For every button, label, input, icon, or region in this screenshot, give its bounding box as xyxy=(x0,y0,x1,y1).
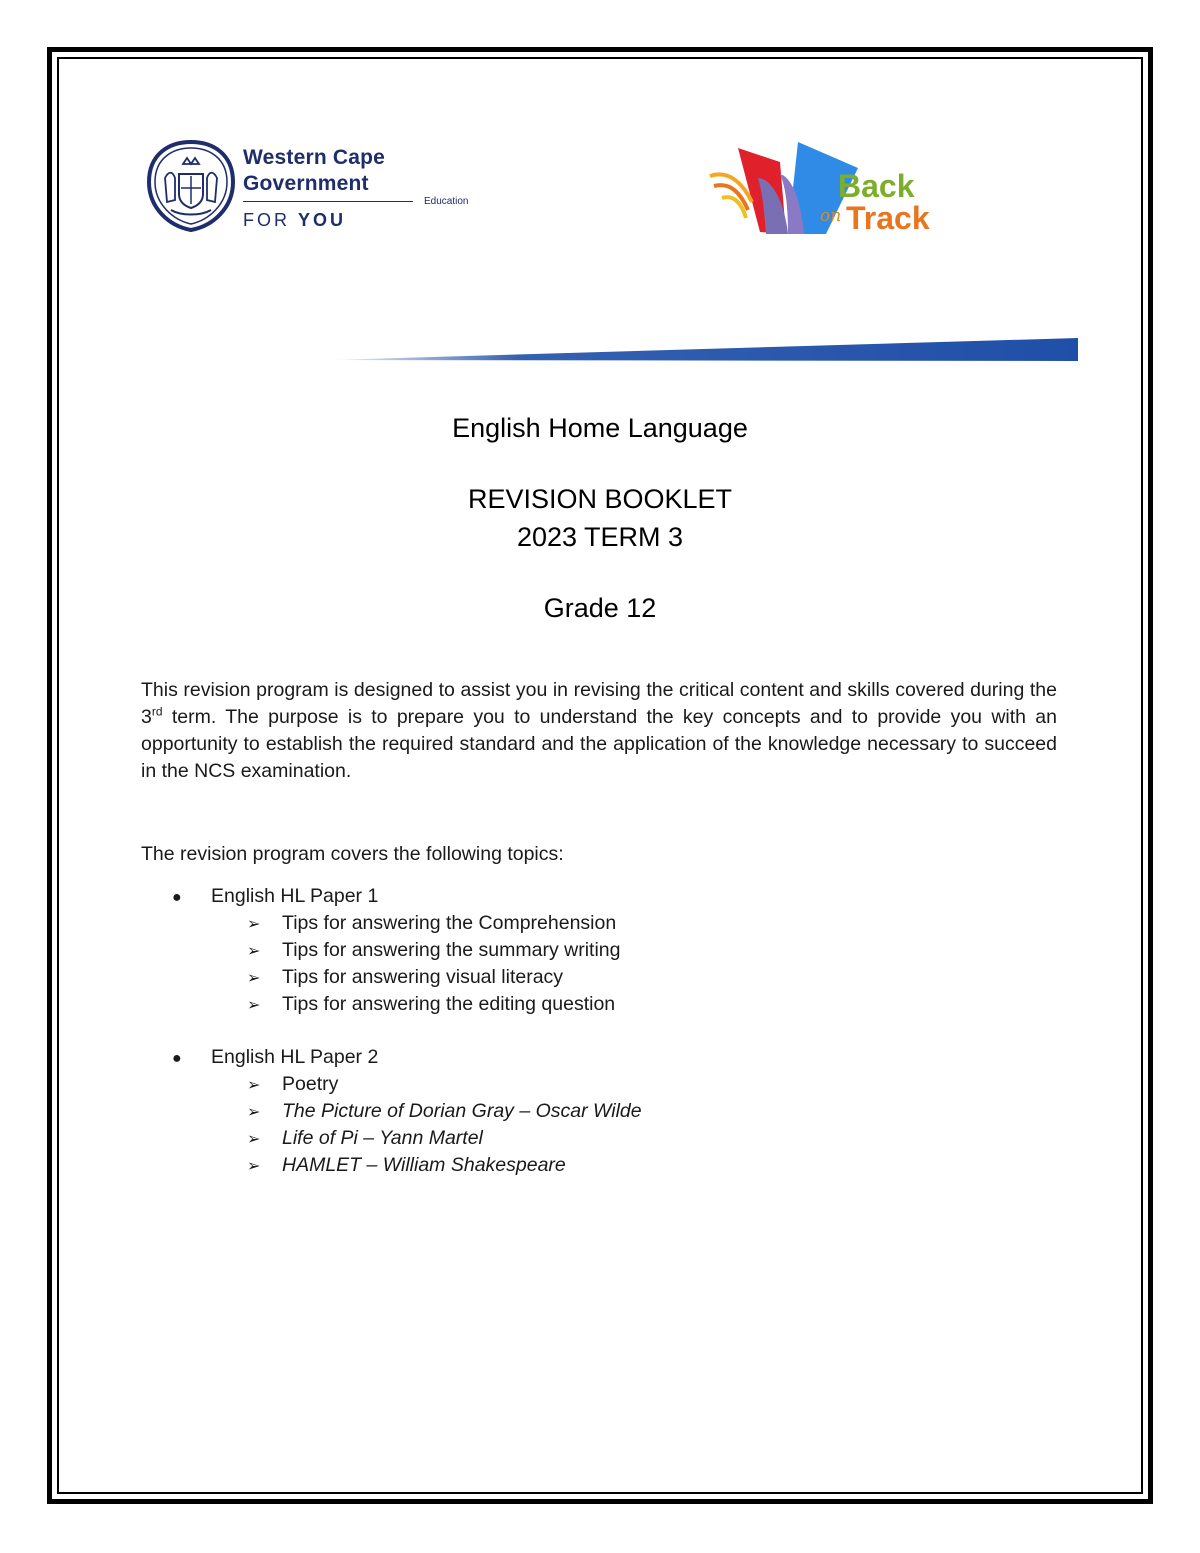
list-item: ➢ Tips for answering the editing question xyxy=(247,993,616,1015)
wcg-tagline-bold: YOU xyxy=(298,210,347,230)
topics-heading: The revision program covers the following topics: xyxy=(141,843,564,865)
arrow-bullet-icon: ➢ xyxy=(247,970,261,987)
arrow-bullet-icon: ➢ xyxy=(247,916,261,933)
bullet-icon: ● xyxy=(172,1050,182,1067)
intro-text-1: This revision program is designed to assist you in revising the critical content and skills covered during the 3 xyxy=(141,679,1057,728)
list-item: ➢ Tips for answering visual literacy xyxy=(247,966,564,988)
list-item: ➢ The Picture of Dorian Gray – Oscar Wilde xyxy=(247,1100,642,1122)
wcg-divider xyxy=(243,201,413,202)
arrow-bullet-icon: ➢ xyxy=(247,1131,261,1148)
wcg-name-line2: Government xyxy=(243,172,369,195)
subject-title: English Home Language xyxy=(452,413,748,443)
booklet-title: REVISION BOOKLET xyxy=(467,484,733,514)
list-item: ➢ Tips for answering the Comprehension xyxy=(247,912,617,934)
grade-title: Grade 12 xyxy=(543,593,657,623)
header-swoosh-divider xyxy=(330,336,1080,362)
paper-label: English HL Paper 1 xyxy=(211,885,379,907)
arrow-bullet-icon: ➢ xyxy=(247,997,261,1014)
intro-text-2: term. The purpose is to prepare you to understand the key concepts and to provide you with an opportunity to establish the required standard and the application of the knowledge necessary to succeed in the NCS examination. xyxy=(141,706,1057,782)
wcg-tagline xyxy=(243,210,346,231)
bullet-icon: ● xyxy=(172,889,182,906)
paper-label: English HL Paper 2 xyxy=(211,1046,379,1068)
intro-paragraph xyxy=(141,677,1057,785)
list-item-paper-1 xyxy=(172,885,378,908)
list-item: ➢ Poetry xyxy=(247,1073,339,1095)
wcg-department: Education xyxy=(424,196,469,207)
arrow-bullet-icon: ➢ xyxy=(247,1104,261,1121)
coat-of-arms-icon xyxy=(143,138,239,234)
arrow-bullet-icon: ➢ xyxy=(247,943,261,960)
list-item: ➢ Tips for answering the summary writing xyxy=(247,939,621,961)
list-item: ➢ Life of Pi – Yann Martel xyxy=(247,1127,483,1149)
arrow-bullet-icon: ➢ xyxy=(247,1158,261,1175)
logo-word-on: on xyxy=(820,206,842,226)
wcg-name-line1: Western Cape xyxy=(243,146,386,169)
intro-ordinal: rd xyxy=(151,704,163,719)
wcg-tagline-light: FOR xyxy=(243,210,290,230)
logo-word-track: Track xyxy=(846,200,930,236)
list-item: ➢ HAMLET – William Shakespeare xyxy=(247,1154,566,1176)
western-cape-government-logo xyxy=(143,138,483,238)
arrow-bullet-icon: ➢ xyxy=(247,1077,261,1094)
back-on-track-logo xyxy=(708,138,953,238)
list-item-paper-2 xyxy=(172,1046,378,1069)
term-title: 2023 TERM 3 xyxy=(516,522,684,552)
logo-word-back: Back xyxy=(838,168,915,204)
